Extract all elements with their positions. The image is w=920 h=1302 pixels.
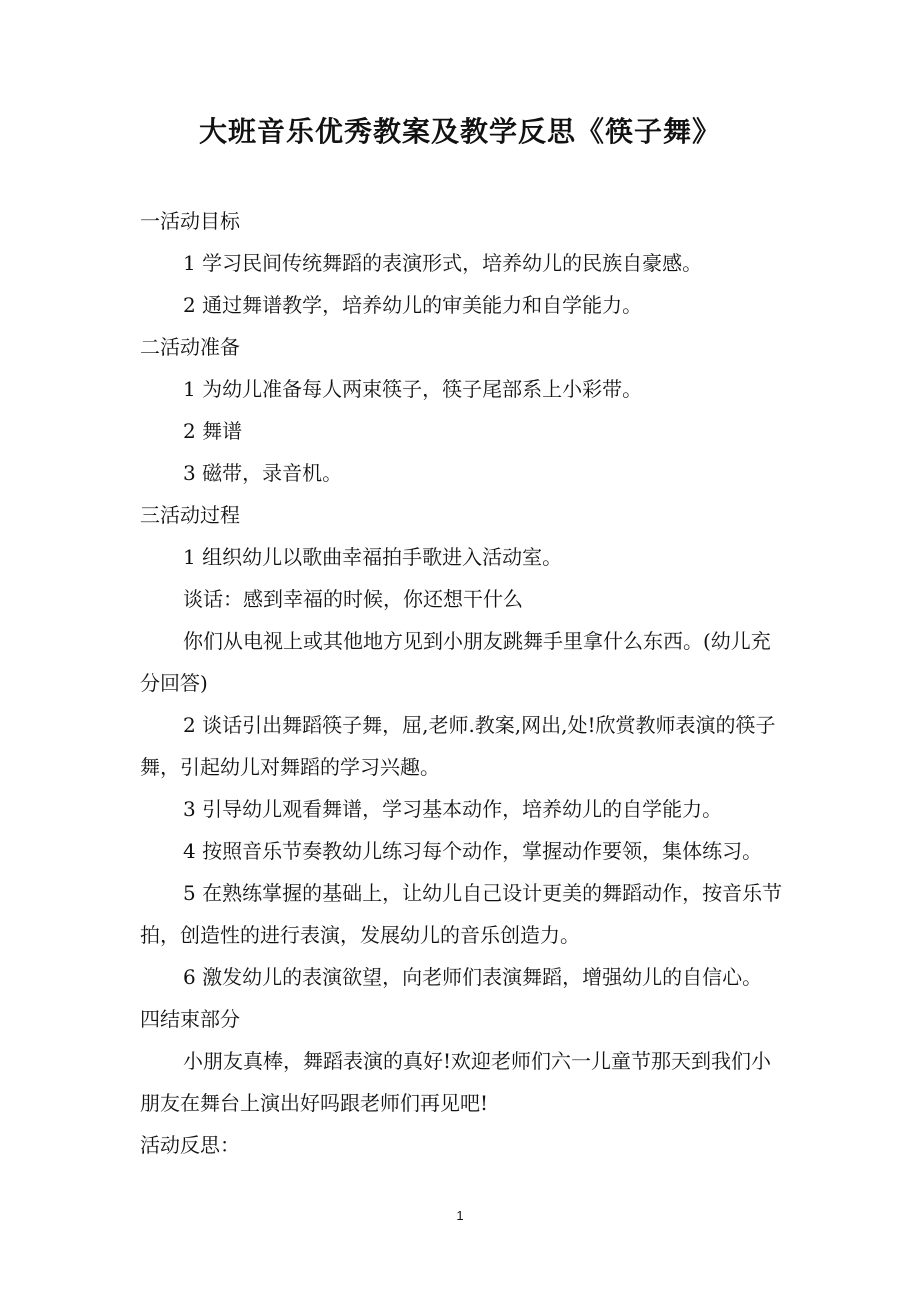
paragraph: 3 引导幼儿观看舞谱，学习基本动作，培养幼儿的自学能力。 (183, 797, 723, 821)
section-heading: 一活动目标 (140, 209, 240, 233)
paragraph: 3 磁带，录音机。 (183, 461, 343, 485)
section-heading: 三活动过程 (140, 503, 240, 527)
paragraph: 2 舞谱 (183, 419, 243, 443)
paragraph: 小朋友真棒，舞蹈表演的真好!欢迎老师们六一儿童节那天到我们小朋友在舞台上演出好吗跟老师们再见吧! (140, 1049, 772, 1115)
paragraph: 2 谈话引出舞蹈筷子舞，屈,老师.教案,网出,处!欣赏教师表演的筷子舞，引起幼儿对舞蹈的学习兴趣。 (140, 713, 776, 779)
paragraph: 1 学习民间传统舞蹈的表演形式，培养幼儿的民族自豪感。 (183, 251, 703, 275)
document-body (140, 200, 785, 1166)
paragraph: 谈话：感到幸福的时候，你还想干什么 (183, 587, 523, 611)
paragraph: 2 通过舞谱教学，培养幼儿的审美能力和自学能力。 (183, 293, 643, 317)
paragraph: 5 在熟练掌握的基础上，让幼儿自己设计更美的舞蹈动作，按音乐节拍，创造性的进行表演，发展幼儿的音乐创造力。 (140, 881, 783, 947)
section-heading: 四结束部分 (140, 1007, 240, 1031)
paragraph: 1 为幼儿准备每人两束筷子，筷子尾部系上小彩带。 (183, 377, 643, 401)
section-heading: 二活动准备 (140, 335, 240, 359)
page-number: 1 (456, 1208, 464, 1223)
paragraph: 你们从电视上或其他地方见到小朋友跳舞手里拿什么东西。(幼儿充分回答) (140, 629, 771, 695)
section-heading: 活动反思： (140, 1133, 240, 1157)
paragraph: 1 组织幼儿以歌曲幸福拍手歌进入活动室。 (183, 545, 563, 569)
document-title: 大班音乐优秀教案及教学反思《筷子舞》 (198, 115, 721, 148)
paragraph: 6 激发幼儿的表演欲望，向老师们表演舞蹈，增强幼儿的自信心。 (183, 965, 763, 989)
paragraph: 4 按照音乐节奏教幼儿练习每个动作，掌握动作要领，集体练习。 (183, 839, 763, 863)
